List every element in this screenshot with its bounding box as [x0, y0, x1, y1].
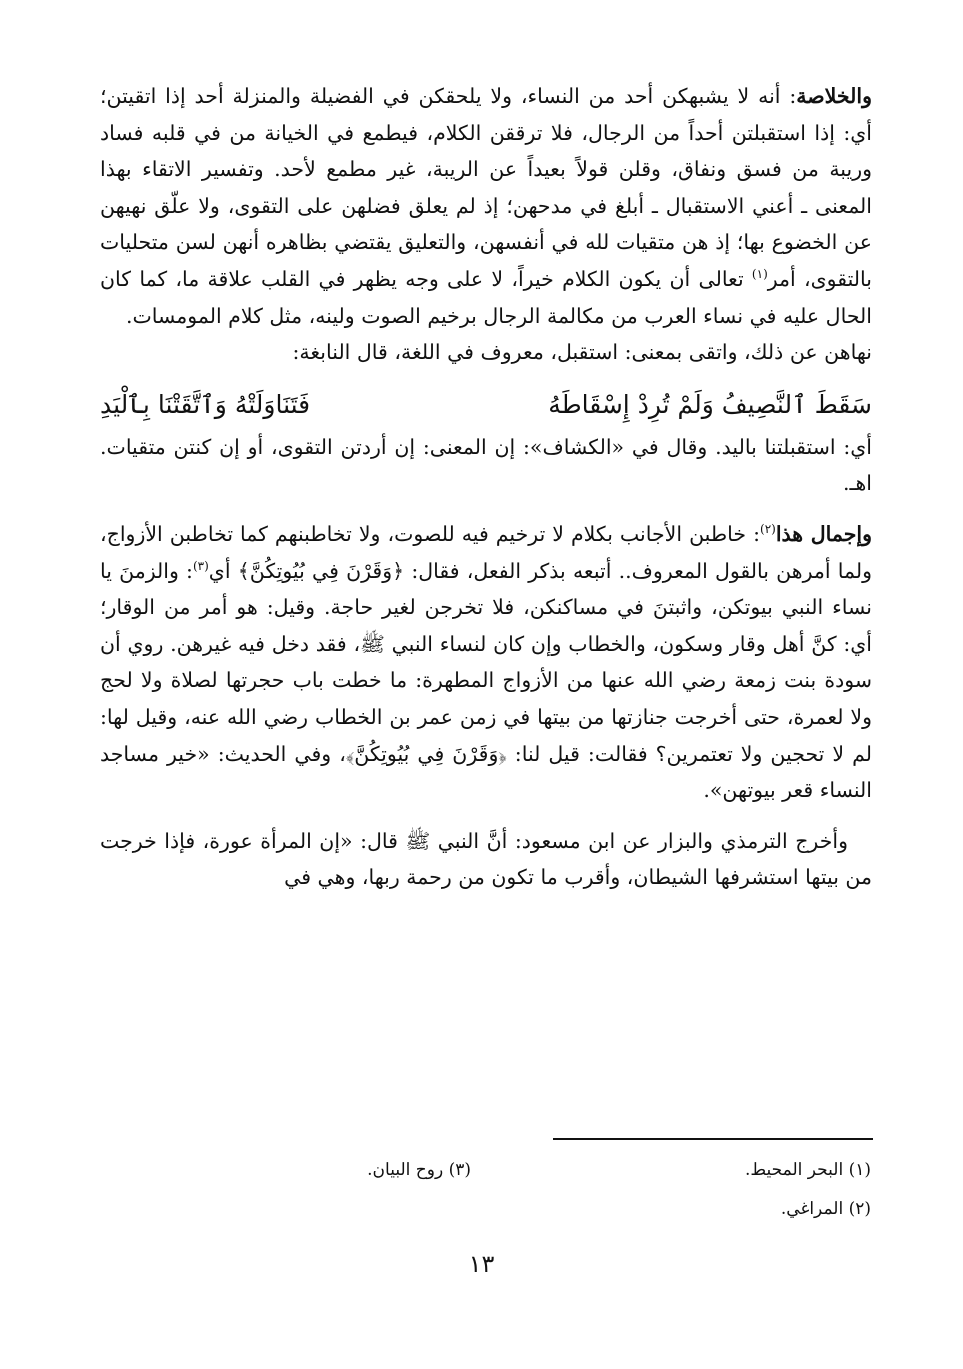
paragraph-text: : والزمنَ يا نساء النبي بيوتكن، واثبتنَ في مساكنكن، فلا تخرجن لغير حاجة. وقيل: هو أمر من الوقار؛ أي: كنَّ أهل وقار وسكون، والخطاب وإن كان لنساء النبي ﷺ، فقد دخل فيه غيرهن. روي أن سودة بنت زمعة رضي الله عنها من الأزواج المطهرة: ما خطت باب حجرتها لصلاة ولا لحج ولا لعمرة، حتى أخرجت جنازتها من بيتها في زمن عمر بن الخطاب رضي الله عنه، وقيل لها: لم لا تحجين ولا تعتمرين؟ فقالت: قيل لنا: ﴿وَقَرْنَ فِي بُيُوتِكُنَّ﴾، وفي الحديث: «خير مساجد النساء قعر بيوتهن».: [100, 558, 872, 803]
paragraph-lead: وإجمال هذا: [775, 521, 872, 546]
paragraph-lead: والخلاصة: [796, 84, 872, 108]
paragraph-explanation: أي: استقبلتنا باليد. وقال في «الكشاف»: إن المعنى: إن أردتن التقوى، أو إن كنتن متقيات. اهـ.: [100, 434, 872, 496]
footnote-2: (٢) المراغي.: [780, 1199, 871, 1219]
paragraph-hadith: وأخرج الترمذي والبزار عن ابن مسعود: أنَّ النبي ﷺ قال: «إن المرأة عورة، فإذا خرجت من بيتها استشرفها الشيطان، وأقرب ما تكون من رحمة ربها، وهي في: [100, 828, 872, 890]
page-number: ١٣: [468, 1250, 495, 1278]
verse-hemistich-2: فَتَنَاوَلَتْهُ وَٱتَّقَتْنَا بِٱلْيَدِ: [100, 389, 311, 419]
paragraph-overview: [100, 516, 872, 809]
paragraph-poetry-intro: نهاهن عن ذلك، واتقى بمعنى: استقبل، معروف في اللغة، قال النابغة:: [292, 340, 872, 365]
poetry-verse: [100, 385, 872, 425]
paragraph-summary: [100, 78, 872, 334]
footnote-ref: (٣): [192, 558, 209, 573]
verse-hemistich-1: سَقَطَ ٱلنَّصِيفُ وَلَمْ تُرِدْ إِسْقَاطَهُ: [548, 389, 872, 419]
main-text: [100, 78, 872, 896]
paragraph-text: : أنه لا يشبهكن أحد من النساء، ولا يلحقكن في الفضيلة والمنزلة أحد إذا اتقيتن؛ أي: إذا استقبلتن أحداً من الرجال، فلا ترققن الكلام، فيطمع في الخيانة من في قلبه فساد وريبة من فسق ونفاق، وقلن قولاً بعيداً عن الريبة، غير مطمع لأحد. وتفسير الاتقاء بهذا المعنى ـ أعني الاستقبال ـ أبلغ في مدحهن؛ إذ لم يعلق فضلهن على التقوى، ولا علّق نهيهن عن الخضوع بها؛ إذ هن متقيات لله في أنفسهن، والتعليق يقتضي بظاهره أنهن لسن متحليات بالتقوى، أمر: [100, 84, 873, 291]
footnote-separator: [553, 1138, 873, 1140]
paragraph-text: : خاطبن الأجانب بكلام لا ترخيم فيه للصوت، ولا تخاطبنهم كما تخاطبن الأزواج، ولما أمرهن بالقول المعروف.. أتبعه بذكر الفعل، فقال: ﴿وَقَرْنَ فِي بُيُوتِكُنَّ﴾ أي: [100, 521, 872, 583]
footnote-ref: (٢): [760, 522, 776, 537]
footnote-ref: (١): [751, 267, 768, 282]
footnote-1: (١) البحر المحيط.: [745, 1160, 871, 1180]
footnote-3: (٣) روح البيان.: [367, 1160, 471, 1180]
paragraph-text: تعالى أن يكون الكلام خيراً، لا على وجه يظهر في القلب علاقة ما، كما كان الحال عليه في نساء العرب من مكالمة الرجال برخيم الصوت ولينه، مثل كلام المومسات.: [100, 266, 872, 328]
